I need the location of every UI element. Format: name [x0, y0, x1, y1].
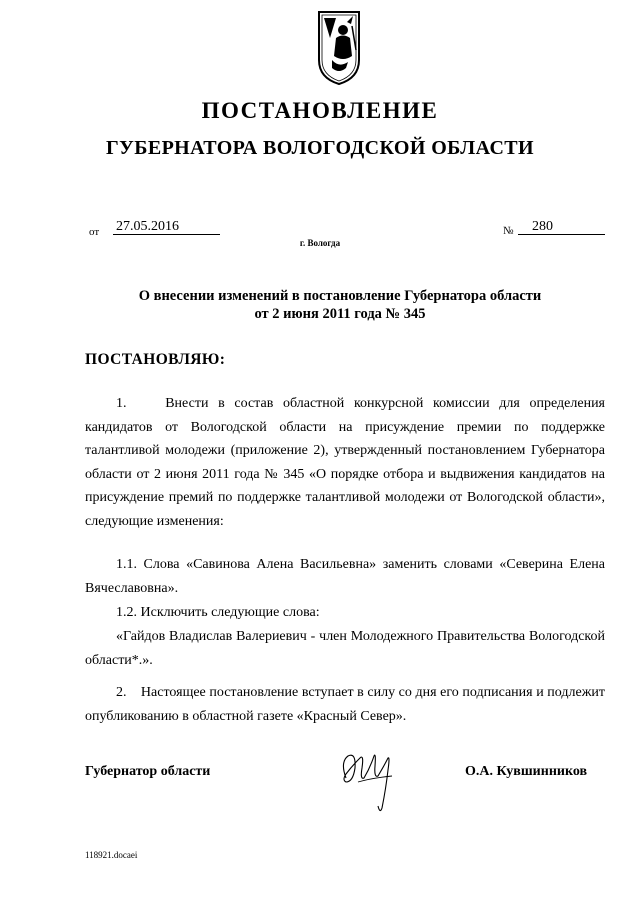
date-prefix: от: [89, 226, 100, 238]
document-date: 27.05.2016: [113, 218, 220, 235]
signatory-position: Губернатор области: [85, 764, 211, 779]
paragraph-1: 1. Внести в состав областной конкурсной комиссии для определения кандидатов от Вологодской области на присуждение премии по поддержке талантливой молодежи (приложение 2), утвержденный постановлением Губернатора области от 2 июня 2011 года № 345 «О порядке отбора и выдвижения кандидатов на присуждение премий по поддержке талантливой молодежи от Вологодской области», следующие изменения:: [85, 396, 605, 529]
document-subject: [80, 287, 600, 323]
subject-line-1: О внесении изменений в постановление Губернатора области: [138, 288, 542, 304]
paragraph-1-1: 1.1. Слова «Савинова Алена Васильевна» заменить словами «Северина Елена Вячеславовна».: [85, 557, 605, 596]
coat-of-arms-icon: [316, 8, 362, 88]
signatory-name: О.А. Кувшинников: [465, 764, 588, 779]
paragraph-1-2: 1.2. Исключить следующие слова:: [116, 605, 320, 620]
excluded-quote: «Гайдов Владислав Валериевич - член Молодежного Правительства Вологодской области*.».: [85, 629, 605, 668]
document-id: 118921.docaei: [85, 850, 138, 860]
decree-heading: ПОСТАНОВЛЯЮ:: [85, 351, 226, 368]
subject-line-2: от 2 июня 2011 года № 345: [254, 306, 426, 322]
paragraph-2: 2. Настоящее постановление вступает в силу со дня его подписания и подлежит опубликованию в областной газете «Красный Север».: [85, 685, 605, 724]
issuer-title: ГУБЕРНАТОРА ВОЛОГОДСКОЙ ОБЛАСТИ: [106, 137, 534, 159]
document-title: ПОСТАНОВЛЕНИЕ: [201, 98, 439, 123]
handwritten-signature: [338, 748, 400, 818]
document-number: 280: [518, 218, 605, 235]
number-prefix: №: [503, 225, 514, 237]
city-label: г. Вологда: [299, 238, 341, 248]
